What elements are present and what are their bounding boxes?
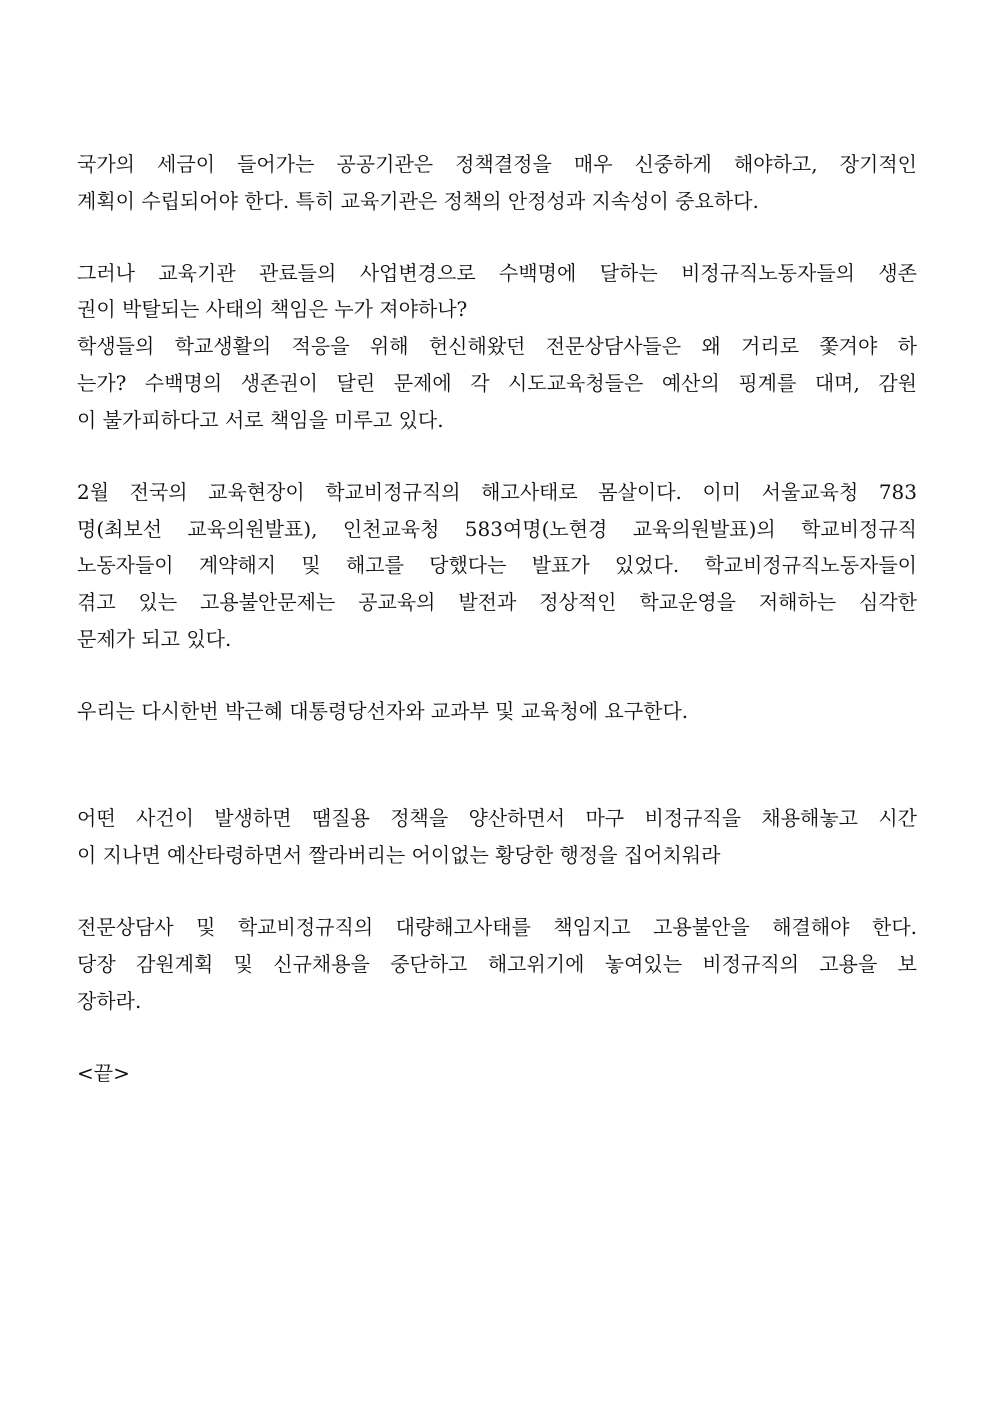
text-line: 는가? 수백명의 생존권이 달린 문제에 각 시도교육청들은 예산의 핑계를 대며, 감원 — [77, 371, 917, 395]
text-line: 당장 감원계획 및 신규채용을 중단하고 해고위기에 놓여있는 비정규직의 고용을 보 — [77, 952, 917, 976]
text-line: 권이 박탈되는 사태의 책임은 누가 져야하나? — [77, 297, 468, 321]
text-line: 이 불가피하다고 서로 책임을 미루고 있다. — [77, 408, 444, 432]
text-line: 문제가 되고 있다. — [77, 627, 232, 651]
text-line: <끝> — [77, 1061, 130, 1085]
text-line: 2월 전국의 교육현장이 학교비정규직의 해고사태로 몸살이다. 이미 서울교육청 783 — [77, 480, 917, 504]
text-line: 노동자들이 계약해지 및 해고를 당했다는 발표가 있었다. 학교비정규직노동자들이 — [77, 553, 917, 577]
text-line: 장하라. — [77, 989, 142, 1013]
text-line: 국가의 세금이 들어가는 공공기관은 정책결정을 매우 신중하게 해야하고, 장기적인 — [77, 152, 917, 176]
text-line: 우리는 다시한번 박근혜 대통령당선자와 교과부 및 교육청에 요구한다. — [77, 699, 689, 723]
text-line: 이 지나면 예산타령하면서 짤라버리는 어이없는 황당한 행정을 집어치워라 — [77, 843, 721, 867]
text-line: 전문상담사 및 학교비정규직의 대량해고사태를 책임지고 고용불안을 해결해야 한다. — [77, 915, 917, 939]
text-line: 겪고 있는 고용불안문제는 공교육의 발전과 정상적인 학교운영을 저해하는 심각한 — [77, 590, 917, 614]
text-line: 그러나 교육기관 관료들의 사업변경으로 수백명에 달하는 비정규직노동자들의 생존 — [77, 261, 917, 285]
text-line: 어떤 사건이 발생하면 땜질용 정책을 양산하면서 마구 비정규직을 채용해놓고 시간 — [77, 806, 917, 830]
text-line: 계획이 수립되어야 한다. 특히 교육기관은 정책의 안정성과 지속성이 중요하다. — [77, 189, 759, 213]
text-line: 명(최보선 교육의원발표), 인천교육청 583여명(노현경 교육의원발표)의 학교비정규직 — [77, 517, 917, 541]
text-line: 학생들의 학교생활의 적응을 위해 헌신해왔던 전문상담사들은 왜 거리로 쫓겨야 하 — [77, 334, 917, 358]
